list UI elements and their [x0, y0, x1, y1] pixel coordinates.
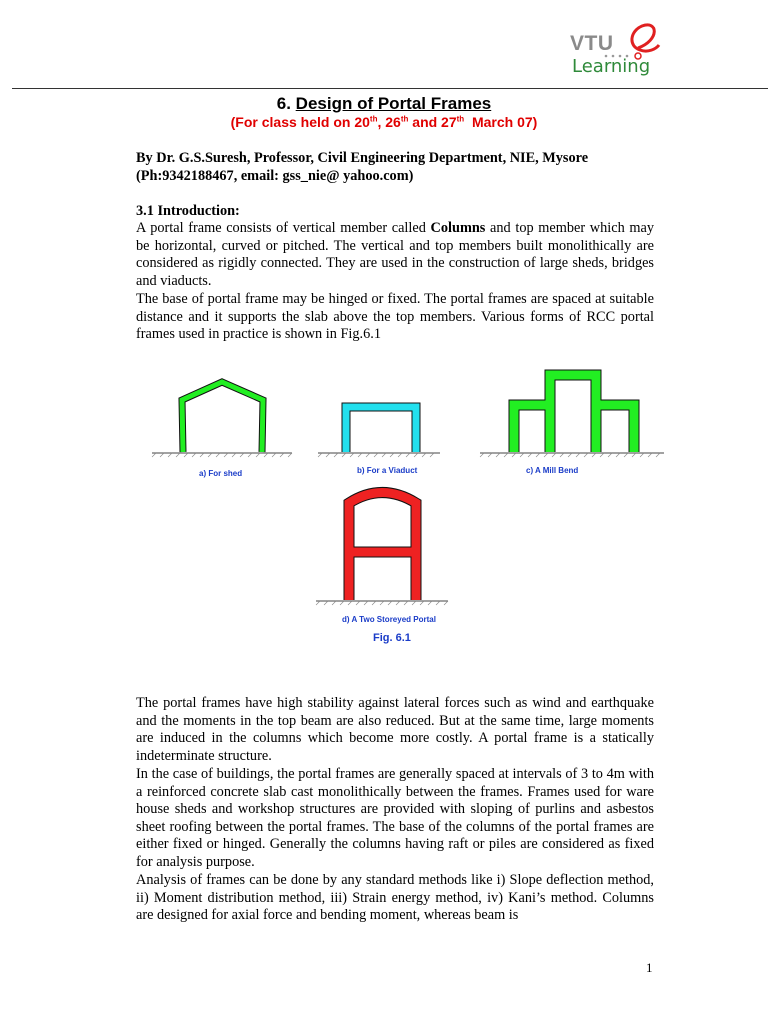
paragraph-1	[136, 220, 654, 290]
page-subtitle	[0, 114, 768, 130]
title-text: Design of Portal Frames	[295, 94, 492, 113]
frame-two-storey	[316, 493, 448, 606]
caption-shed: a) For shed	[199, 469, 243, 478]
para-text: and top member which may be horizontal, curved or pitched. The vertical and top members built monolithically are considered as rigidly connected. They are used in the construction of large sheds, bridges and viaducts.	[136, 220, 654, 289]
para-bold: Columns	[430, 220, 486, 236]
caption-mill-bend: c) A Mill Bend	[526, 466, 579, 475]
subtitle-part: , 26	[377, 114, 401, 130]
subtitle-part: and 27	[408, 114, 457, 130]
page-title	[0, 94, 768, 114]
header-rule	[12, 88, 768, 89]
paragraph-4: In the case of buildings, the portal frames are generally spaced at intervals of 3 to 4m with a reinforced concrete slab cast monolithically between the frames. Frames used for ware house sheds and workshop structures are provided with sloping of purlins and asbestos sheet roofing between the portal frames. The base of the columns of the portal frames are either fixed or hinged. Generally the columns having raft or piles are considered as fixed for analysis purpose.	[136, 766, 654, 870]
paragraph-5: Analysis of frames can be done by any standard methods like i) Slope deflection method, ii) Moment distribution method, iii) Strain energy method, iv) Kani’s method. Columns are designed for axial force and bending moment, whereas beam is	[136, 872, 654, 924]
paragraph-3: The portal frames have high stability against lateral forces such as wind and earthquake and the moments in the top beam are also reduced. But at the same time, large moments are induced in the columns which become more costly. A portal frame is a statically indeterminate structure.	[136, 695, 654, 764]
figure-6-1	[0, 360, 768, 650]
subtitle-part: March 07)	[464, 114, 538, 130]
paragraph-2: The base of portal frame may be hinged or fixed. The portal frames are spaced at suitable distance and it supports the slab above the top members. Various forms of RCC portal frames used in practice is shown in Fig.6.1	[136, 291, 654, 343]
caption-two-storey: d) A Two Storeyed Portal	[342, 615, 436, 624]
frame-viaduct	[318, 407, 440, 457]
vtu-elearning-logo	[568, 22, 663, 82]
title-number: 6.	[276, 94, 291, 113]
logo-learning-text: Learning	[572, 56, 651, 77]
author-line-2: (Ph:9342188467, email: gss_nie@ yahoo.com)	[136, 168, 414, 184]
page-number: 1	[646, 960, 653, 975]
frame-shed	[152, 382, 292, 457]
subtitle-part: (For class held on 20	[230, 114, 370, 130]
subtitle-sup: th	[400, 114, 409, 124]
subtitle-sup: th	[369, 114, 378, 124]
subtitle-sup: th	[456, 114, 465, 124]
para-text: A portal frame consists of vertical member called	[136, 220, 431, 236]
frame-mill-bend	[480, 375, 664, 457]
figure-label: Fig. 6.1	[373, 632, 411, 644]
section-heading: 3.1 Introduction:	[136, 203, 240, 219]
caption-viaduct: b) For a Viaduct	[357, 466, 418, 475]
author-line-1: By Dr. G.S.Suresh, Professor, Civil Engineering Department, NIE, Mysore	[136, 150, 589, 166]
logo-vtu-text: VTU	[570, 32, 614, 55]
